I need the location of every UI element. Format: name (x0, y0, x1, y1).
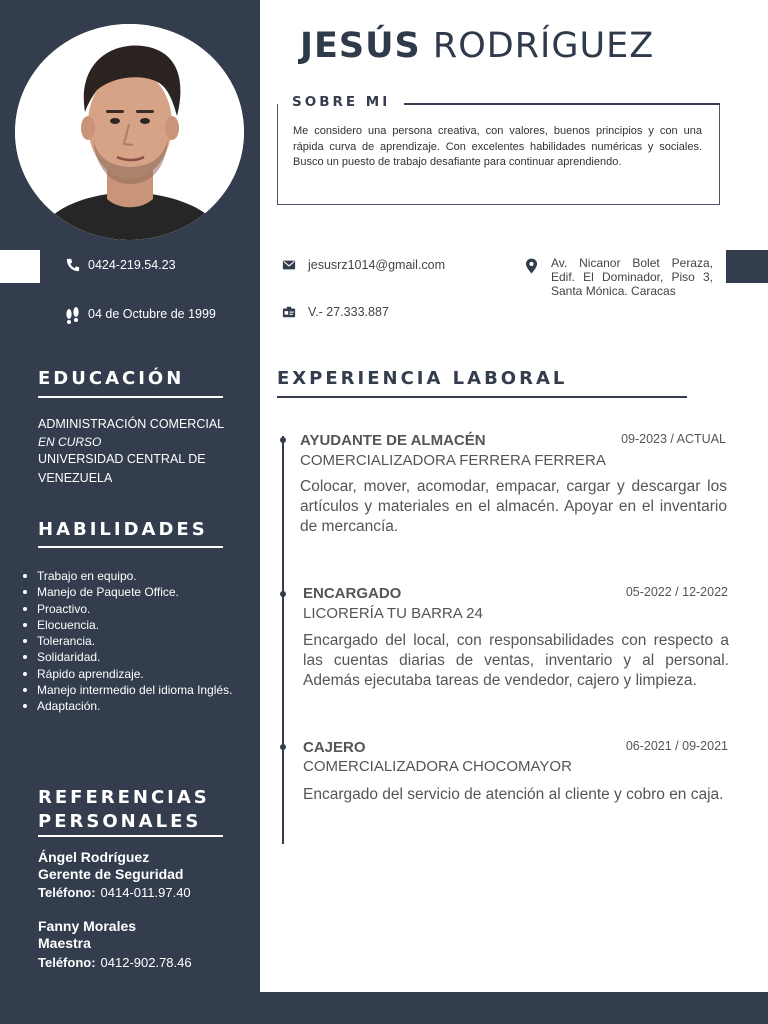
address-text: Av. Nicanor Bolet Peraza, Edif. El Dominador, Piso 3, Santa Mónica. Caracas (551, 256, 713, 298)
reference-role: Gerente de Seguridad (38, 866, 184, 882)
skill-item: Trabajo en equipo. (18, 568, 238, 584)
footprints-icon (64, 307, 80, 323)
job-company: COMERCIALIZADORA FERRERA FERRERA (300, 452, 606, 469)
phone-icon (66, 258, 82, 274)
references-heading-line1: REFERENCIAS (38, 787, 210, 808)
reference-phone-number: 0414-011.97.40 (100, 885, 191, 900)
job-description: Colocar, mover, acomodar, empacar, cargar y descargar los artículos y materiales en el almacén. Apoyar en el inventario de mercancía. (300, 478, 727, 535)
education-school: UNIVERSIDAD CENTRAL DE VENEZUELA (38, 452, 206, 485)
education-heading: EDUCACIÓN (38, 368, 185, 389)
skill-item: Proactivo. (18, 601, 238, 617)
skill-item: Manejo de Paquete Office. (18, 584, 238, 600)
about-text: Me considero una persona creativa, con valores, buenos principios y con una rápida curva de aprendizaje. Con excelentes habilidades numéricas y sociales. Busco un puesto de trabajo desafiante para continuar aprendiendo. (293, 125, 702, 168)
reference-phone-label: Teléfono: (38, 955, 96, 970)
skill-item: Tolerancia. (18, 633, 238, 649)
skills-rule (38, 546, 223, 548)
skill-item: Manejo intermedio del idioma Inglés. (18, 682, 238, 698)
profile-photo (15, 24, 244, 240)
skill-item: Rápido aprendizaje. (18, 666, 238, 682)
full-name (300, 26, 740, 66)
email-text: jesusrz1014@gmail.com (308, 258, 446, 272)
skill-item: Elocuencia. (18, 617, 238, 633)
education-degree: ADMINISTRACIÓN COMERCIAL (38, 417, 225, 431)
footer-band (260, 992, 768, 1024)
id-text: V.- 27.333.887 (308, 305, 389, 319)
education-status: EN CURSO (38, 435, 102, 449)
last-name: RODRÍGUEZ (432, 26, 655, 66)
about-title: SOBRE MI (292, 94, 404, 110)
skill-item: Adaptación. (18, 698, 238, 714)
education-rule (38, 396, 223, 398)
reference-phone (38, 885, 191, 900)
timeline-dot (280, 744, 286, 750)
location-pin-icon (525, 258, 539, 274)
decorative-tab-left (0, 250, 40, 283)
phone-text: 0424-219.54.23 (88, 258, 176, 272)
job-company: COMERCIALIZADORA CHOCOMAYOR (303, 758, 572, 775)
mail-icon (282, 258, 298, 274)
references-heading-line2: PERSONALES (38, 811, 202, 832)
timeline-dot (280, 591, 286, 597)
job-title: CAJERO (303, 739, 366, 756)
experience-heading: EXPERIENCIA LABORAL (277, 368, 568, 389)
reference-name: Ángel Rodríguez (38, 849, 150, 865)
reference-phone (38, 955, 192, 970)
first-name: JESÚS (300, 26, 421, 66)
job-company: LICORERÍA TU BARRA 24 (303, 605, 483, 622)
reference-name: Fanny Morales (38, 918, 137, 934)
job-title: ENCARGADO (303, 585, 402, 602)
skill-item: Solidaridad. (18, 649, 238, 665)
job-description: Encargado del local, con responsabilidades con respecto a las cuentas diarias de ventas, inventario y al personal. Además ejecutaba tareas de vendedor, cajero y limpieza. (303, 632, 729, 689)
reference-phone-label: Teléfono: (38, 885, 96, 900)
decorative-tab-right (726, 250, 768, 283)
job-dates: 09-2023 / ACTUAL (621, 432, 726, 446)
skills-list (18, 568, 238, 715)
job-dates: 05-2022 / 12-2022 (625, 585, 728, 599)
birthdate-text: 04 de Octubre de 1999 (88, 307, 216, 321)
experience-rule (277, 396, 687, 398)
timeline-line (282, 436, 284, 844)
skills-heading: HABILIDADES (38, 519, 208, 540)
about-rule (400, 103, 720, 105)
timeline-dot (280, 437, 286, 443)
job-description: Encargado del servicio de atención al cliente y cobro en caja. (303, 786, 724, 803)
references-rule (38, 835, 223, 837)
reference-phone-number: 0412-902.78.46 (100, 955, 192, 970)
job-title: AYUDANTE DE ALMACÉN (300, 432, 486, 449)
reference-role: Maestra (38, 935, 91, 951)
job-dates: 06-2021 / 09-2021 (625, 739, 728, 753)
id-card-icon (282, 305, 298, 321)
